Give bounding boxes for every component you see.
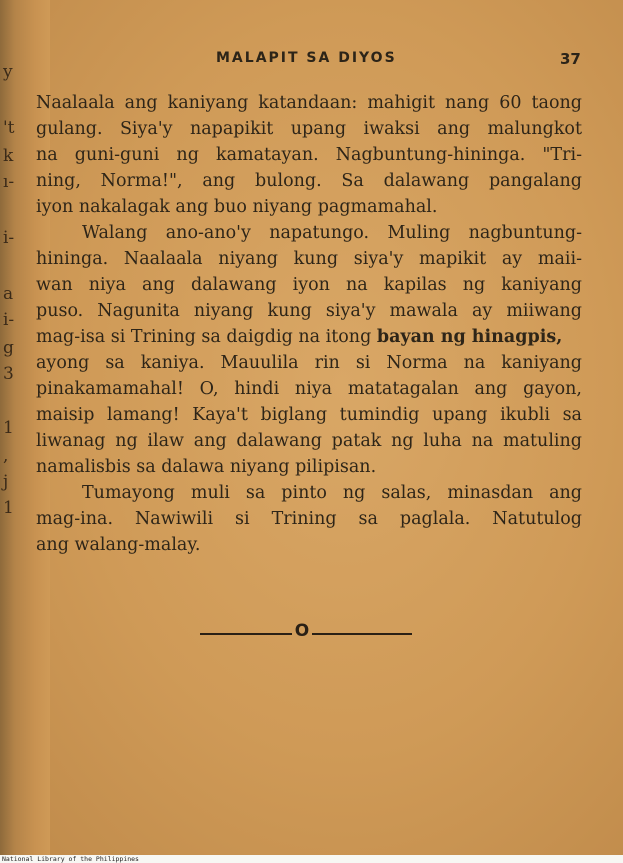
- ornament-circle: O: [294, 621, 310, 641]
- spine-fragment: j: [3, 472, 9, 492]
- spine-fragment: 3: [3, 364, 14, 384]
- spine-fragment: 1: [3, 498, 14, 518]
- paragraph-3: [36, 480, 582, 558]
- running-head: [0, 50, 623, 72]
- spine-fragment: y: [3, 62, 13, 82]
- ornament-rule-right: [312, 633, 412, 635]
- text-line-start: mag-isa si Trining sa daigdig na itong: [36, 327, 377, 347]
- spine-fragment: g: [3, 338, 14, 358]
- spine-fragment: k: [3, 146, 14, 166]
- text-line: [36, 324, 582, 350]
- text-line: hininga. Naalaala niyang kung siya'y mapikit ay maii-: [36, 249, 582, 269]
- text-line: puso. Nagunita niyang kung siya'y mawala ay miiwang: [36, 301, 582, 321]
- text-line: pinakamamahal! O, hindi niya matatagalan ang gayon,: [36, 379, 582, 399]
- page-number: 37: [560, 50, 581, 68]
- ornament-rule-left: [200, 633, 292, 635]
- spine-fragment: 't: [3, 118, 15, 138]
- section-end-ornament: [196, 623, 416, 643]
- text-line: liwanag ng ilaw ang dalawang patak ng luha na matuling: [36, 431, 582, 451]
- bold-phrase: bayan ng hinagpis,: [376, 327, 563, 347]
- text-line: Walang ano-ano'y napatungo. Muling nagbuntung-: [82, 223, 582, 243]
- text-line: ayong sa kaniya. Mauulila rin si Norma na kaniyang: [36, 353, 582, 373]
- text-line: Naalaala ang kaniyang katandaan: mahigit nang 60 taong: [36, 93, 582, 113]
- text-line: maisip lamang! Kaya't biglang tumindig upang ikubli sa: [36, 405, 582, 425]
- text-line: Tumayong muli sa pinto ng salas, minasdan ang: [82, 483, 582, 503]
- paragraph-2: [36, 220, 582, 480]
- spine-fragment: a: [3, 284, 14, 304]
- text-line: ning, Norma!", ang bulong. Sa dalawang pangalang: [36, 171, 582, 191]
- paragraph-1: [36, 90, 582, 220]
- body-text: [36, 90, 582, 558]
- text-line: iyon nakalagak ang buo niyang pagmamahal.: [36, 197, 438, 217]
- running-title: MALAPIT SA DIYOS: [216, 50, 397, 66]
- spine-fragment: 1: [3, 418, 14, 438]
- text-line: na guni-guni ng kamatayan. Nagbuntung-hininga. "Tri-: [36, 145, 582, 165]
- text-line: namalisbis sa dalawa niyang pilipisan.: [36, 457, 377, 477]
- spine-fragment: ,: [3, 446, 9, 466]
- text-line: wan niya ang dalawang iyon na kapilas ng kaniyang: [36, 275, 582, 295]
- spine-fragment: i-: [3, 228, 15, 248]
- text-line: ang walang-malay.: [36, 535, 201, 555]
- spine-fragment: ı-: [3, 172, 15, 192]
- text-line: mag-ina. Nawiwili si Trining sa paglala. Natutulog: [36, 509, 582, 529]
- text-line: gulang. Siya'y napapikit upang iwaksi ang malungkot: [36, 119, 582, 139]
- spine-fragment: i-: [3, 310, 15, 330]
- footer-credit: National Library of the Philippines: [2, 855, 139, 863]
